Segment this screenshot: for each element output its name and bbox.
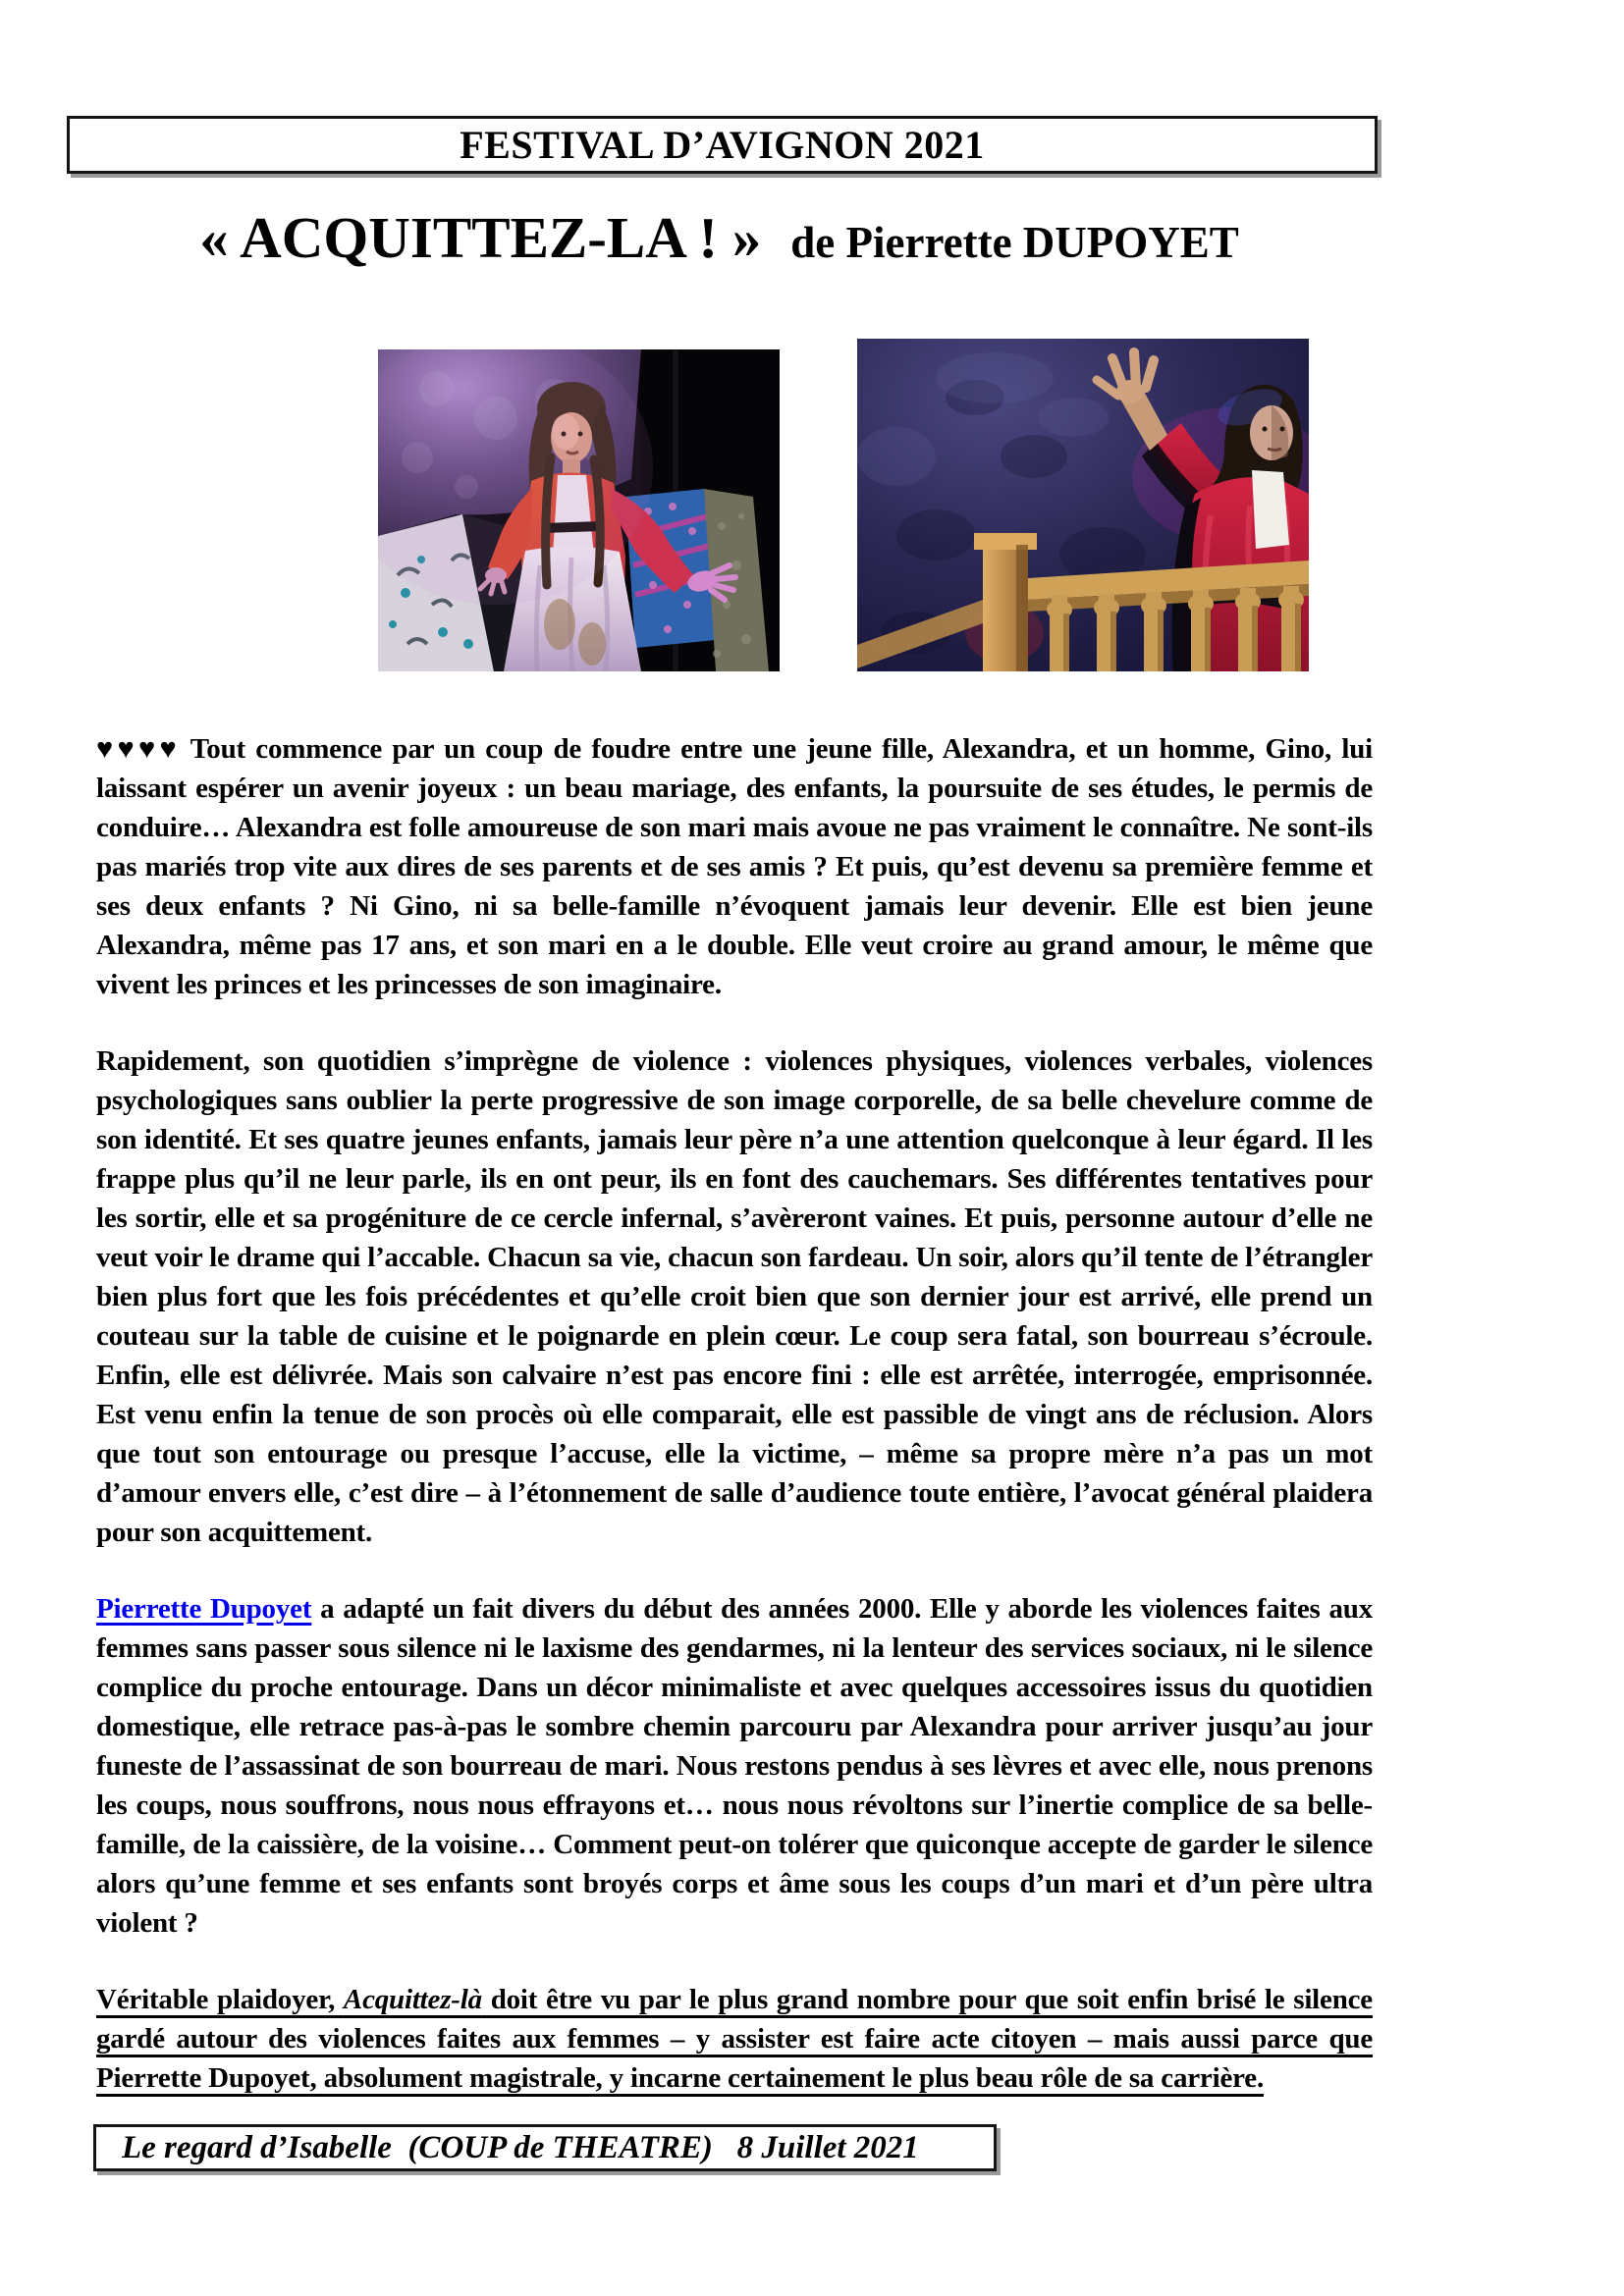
footer-credit <box>93 2124 997 2171</box>
footer-credit-text: Le regard d’Isabelle (COUP de THEATRE) 8 Juillet 2021 <box>122 2129 919 2165</box>
stage-photo-right-art <box>857 339 1309 671</box>
paragraph-4-lead: Véritable plaidoyer, <box>96 1984 344 2015</box>
page-title <box>67 204 1372 272</box>
paragraph-3-text: a adapté un fait divers du début des années 2000. Elle y aborde les violences faites aux femmes sans passer sous silence ni le laxisme des gendarmes, ni la lenteur des services sociaux, ni le silence complice du proche entourage. Dans un décor minimaliste et avec quelques accessoires issus du quotidien domestique, elle retrace pas-à-pas le sombre chemin parcouru par Alexandra pour arriver jusqu’au jour funeste de l’assassinat de son bourreau de mari. Nous restons pendus à ses lèvres et avec elle, nous prenons les coups, nous souffrons, nous nous effrayons et… nous nous révoltons sur l’inertie complice de sa belle-famille, de la caissière, de la voisine… Comment peut-on tolérer que quiconque accepte de garder le silence alors qu’une femme et ses enfants sont broyés corps et âme sous les coups d’un mari et d’un père ultra violent ? <box>96 1593 1373 1939</box>
paragraph-2: Rapidement, son quotidien s’imprègne de violence : violences physiques, violences verbales, violences psychologiques sans oublier la perte progressive de son image corporelle, de sa belle chevelure comme de son identité. Et ses quatre jeunes enfants, jamais leur père n’a une attention quelconque à leur égard. Il les frappe plus qu’il ne leur parle, ils en ont peur, ils en font des cauchemars. Ses différentes tentatives pour les sortir, elle et sa progéniture de ce cercle infernal, s’avèreront vaines. Et puis, personne autour d’elle ne veut voir le drame qui l’accable. Chacun sa vie, chacun son fardeau. Un soir, alors qu’il tente de l’étrangler bien plus fort que les fois précédentes et qu’elle croit bien que son dernier jour est arrivé, elle prend un couteau sur la table de cuisine et le poignarde en plein cœur. Le coup sera fatal, son bourreau s’écroule. Enfin, elle est délivrée. Mais son calvaire n’est pas encore fini : elle est arrêtée, interrogée, emprisonnée. Est venu enfin la tenue de son procès où elle comparait, elle est passible de vingt ans de réclusion. Alors que tout son entourage ou presque l’accuse, elle la victime, – même sa propre mère n’a pas un mot d’amour envers elle, c’est dire – à l’étonnement de salle d’audience toute entière, l’avocat général plaidera pour son acquittement. <box>96 1045 1373 1548</box>
title-sub: de Pierrette DUPOYET <box>790 218 1239 267</box>
paragraph-1 <box>96 729 1373 1004</box>
paragraph-4 <box>96 1980 1373 2098</box>
pierrette-dupoyet-link[interactable]: Pierrette Dupoyet <box>96 1593 312 1625</box>
paragraph-3 <box>96 1589 1373 1943</box>
paragraph-1-text: Tout commence par un coup de foudre entre une jeune fille, Alexandra, et un homme, Gino, lui laissant espérer un avenir joyeux : un beau mariage, des enfants, la poursuite de ses études, le permis de conduire… Alexandra est folle amoureuse de son mari mais avoue ne pas vraiment le connaître. Ne sont-ils pas mariés trop vite aux dires de ses parents et de ses amis ? Et puis, qu’est devenu sa première femme et ses deux enfants ? Ni Gino, ni sa belle-famille n’évoquent jamais leur devenir. Elle est bien jeune Alexandra, même pas 17 ans, et son mari en a le double. Elle veut croire au grand amour, le même que vivent les princes et les princesses de son imaginaire. <box>96 733 1374 1000</box>
title-main: « ACQUITTEZ-LA ! » <box>199 205 762 270</box>
stage-photo-left <box>378 349 780 671</box>
paragraph-4-rest: doit être vu par le plus grand nombre pour que soit enfin brisé le silence gardé autour des violences faites aux femmes – y assister est faire acte citoyen – mais aussi parce que Pierrette Dupoyet, absolument magistrale, y incarne certainement le plus beau rôle de sa carrière. <box>96 1984 1373 2094</box>
article-body <box>96 729 1373 2135</box>
stage-photo-left-art <box>378 349 780 671</box>
stage-photo-right <box>857 339 1309 671</box>
header-banner <box>67 116 1378 174</box>
play-title-italic: Acquittez-là <box>343 1984 482 2015</box>
header-banner-text: FESTIVAL D’AVIGNON 2021 <box>460 123 985 167</box>
hearts-rating-icon: ♥♥♥♥ <box>96 733 181 765</box>
